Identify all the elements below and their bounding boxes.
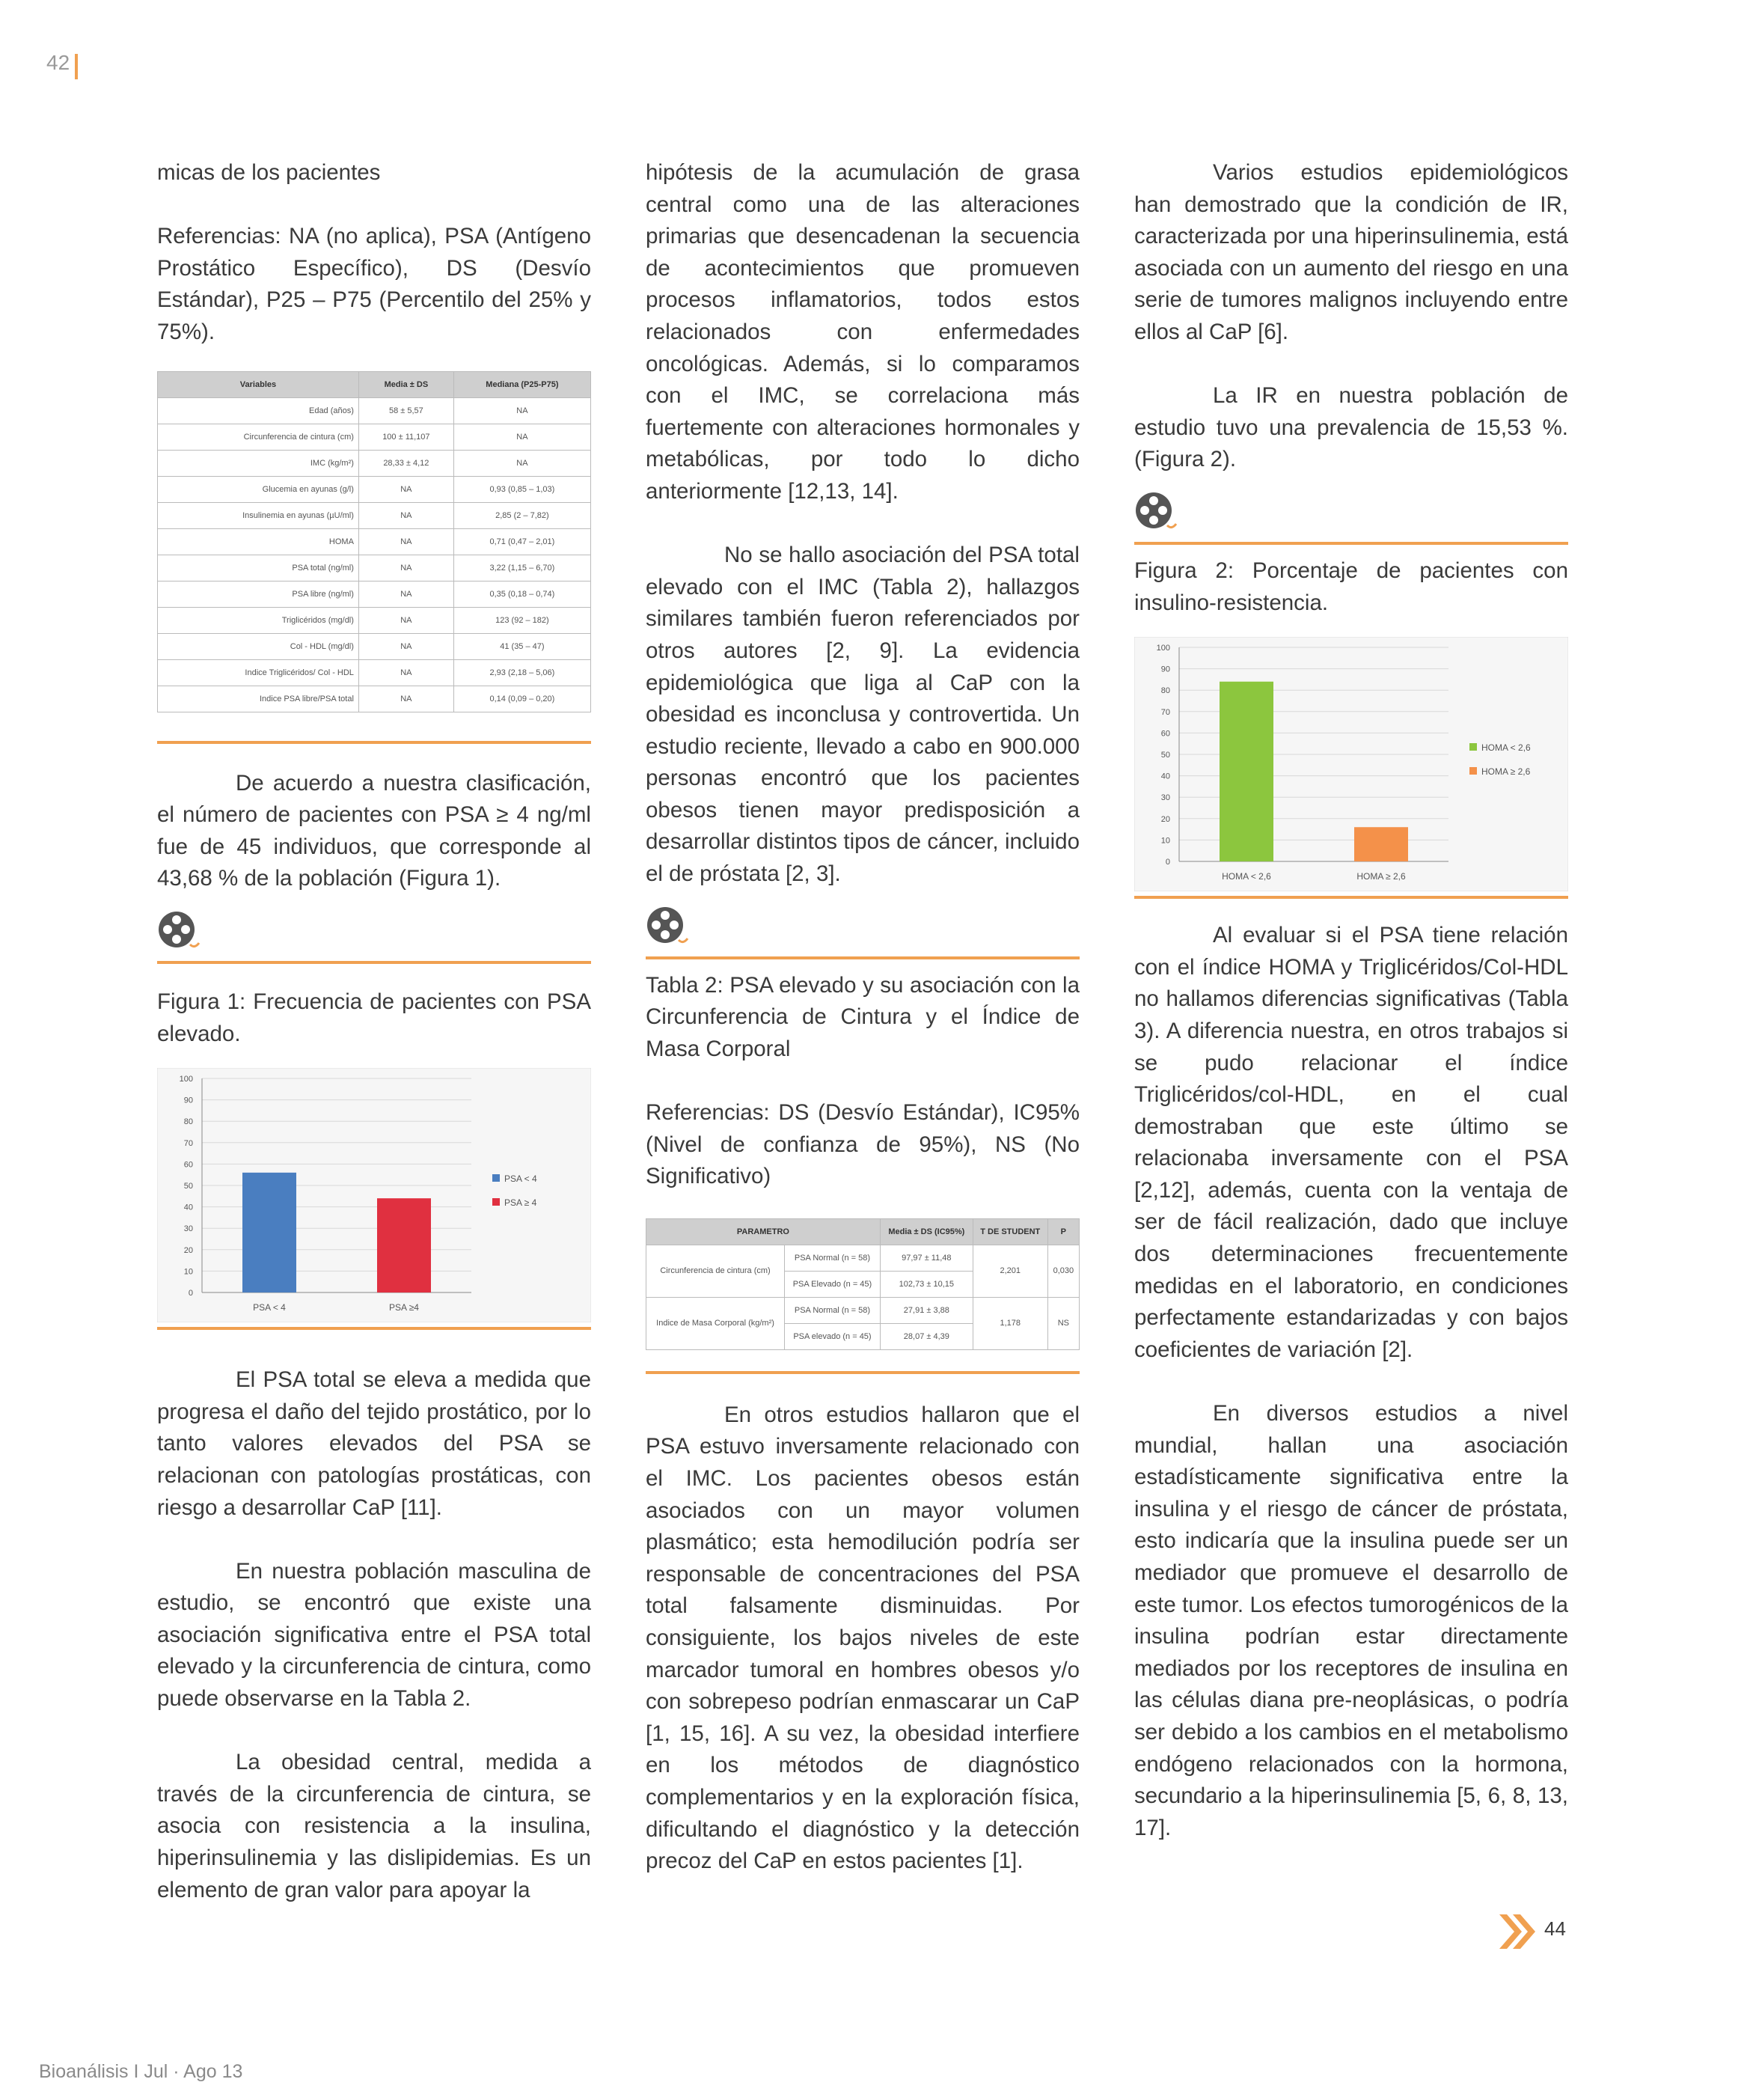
table-header-row <box>646 1218 1080 1245</box>
table-cell: NA <box>358 528 453 555</box>
y-tick-label: 0 <box>188 1289 193 1298</box>
film-reel-icon <box>646 906 689 949</box>
y-tick-label: 50 <box>183 1182 193 1191</box>
table-row <box>158 397 591 424</box>
figure-1-caption: Figura 1: Frecuencia de pacientes con PSA elevado. <box>157 989 591 1046</box>
table-cell: NA <box>358 476 453 502</box>
paragraph: Referencias: DS (Desvío Estándar), IC95% (Nivel de confianza de 95%), NS (No Significativo) <box>646 1100 1080 1189</box>
y-tick-label: 60 <box>183 1160 193 1170</box>
table-cell: NA <box>358 502 453 528</box>
paragraph: micas de los pacientes <box>157 160 381 185</box>
x-tick-label: HOMA < 2,6 <box>1222 871 1271 882</box>
table-cell: PSA elevado (n = 45) <box>785 1323 881 1349</box>
legend-swatch <box>1469 767 1477 775</box>
y-tick-label: 100 <box>179 1075 193 1084</box>
table-row <box>158 633 591 659</box>
table-cell: 123 (92 – 182) <box>453 607 590 633</box>
table-row <box>646 1245 1080 1271</box>
bar <box>242 1173 296 1292</box>
x-tick-label: HOMA ≥ 2,6 <box>1356 871 1406 882</box>
table-row <box>158 581 591 607</box>
next-page-number: 44 <box>1544 1917 1566 1940</box>
legend-swatch <box>1469 743 1477 751</box>
table-cell: NA <box>453 397 590 424</box>
table-cell: PSA Normal (n = 58) <box>785 1245 881 1271</box>
table-cell: Circunferencia de cintura (cm) <box>646 1245 785 1297</box>
x-tick-label: PSA < 4 <box>253 1302 286 1313</box>
y-tick-label: 100 <box>1156 644 1170 653</box>
table-row <box>158 476 591 502</box>
table-cell: 97,97 ± 11,48 <box>880 1245 973 1271</box>
table-cell: 100 ± 11,107 <box>358 424 453 450</box>
table-cell: Indice Triglicéridos/ Col - HDL <box>158 659 359 686</box>
table-cell: 0,93 (0,85 – 1,03) <box>453 476 590 502</box>
chart-background <box>157 1068 591 1322</box>
divider <box>157 961 591 964</box>
paragraph: En diversos estudios a nivel mundial, hallan una asociación estadísticamente significativa entre la insulina y el riesgo de cáncer de próstata, esto indicaría que la insulina puede ser un mediador que promueve el desarrollo de este tumor. Los efectos tumorogénicos de la insulina podrían estar directamente mediados por los receptores de insulina en las células diana pre-neoplásicas, o podría ser debido a los cambios en el metabolismo endógeno relacionados con la hormona, secundario a la hiperinsulinemia [5, 6, 8, 13, 17]. <box>1134 1401 1568 1840</box>
table-cell: 2,93 (2,18 – 5,06) <box>453 659 590 686</box>
divider <box>1134 542 1568 545</box>
table-row <box>158 528 591 555</box>
table-cell: NA <box>358 633 453 659</box>
table-cell: PSA Normal (n = 58) <box>785 1297 881 1323</box>
table-cell: NA <box>358 659 453 686</box>
y-tick-label: 80 <box>1160 686 1170 696</box>
y-tick-label: 70 <box>1160 707 1170 717</box>
table-cell: 2,85 (2 – 7,82) <box>453 502 590 528</box>
x-tick-label: PSA ≥4 <box>389 1302 419 1313</box>
legend-label: PSA < 4 <box>504 1173 537 1185</box>
table-row <box>158 555 591 581</box>
table-cell: IMC (kg/m²) <box>158 450 359 476</box>
paragraph: hipótesis de la acumulación de grasa central como una de las alteraciones primarias que desencadenan la secuencia de acontecimientos que promueven procesos inflamatorios, todos estos relacionados con enfermedades oncológicas. Además, si lo comparamos con el IMC, se correlaciona más fuertemente con alteraciones hormonales y metabólicas, por todo lo dicho anteriormente [12,13, 14]. <box>646 160 1080 504</box>
table-2 <box>646 1218 1080 1350</box>
table-cell: 102,73 ± 10,15 <box>880 1271 973 1297</box>
legend-label: HOMA < 2,6 <box>1481 742 1531 754</box>
table-row <box>158 450 591 476</box>
y-tick-label: 90 <box>183 1096 193 1105</box>
y-tick-label: 20 <box>183 1245 193 1255</box>
table-cell: NS <box>1047 1297 1079 1349</box>
legend-label: HOMA ≥ 2,6 <box>1481 766 1531 778</box>
table-cell: Circunferencia de cintura (cm) <box>158 424 359 450</box>
paragraph: En nuestra población masculina de estudio, se encontró que existe una asociación significativa entre el PSA total elevado y la circunferencia de cintura, como puede observarse en la Tabla 2. <box>157 1558 591 1712</box>
table-cell: 0,14 (0,09 – 0,20) <box>453 686 590 712</box>
page-number-accent <box>75 54 78 79</box>
table-header-row <box>158 371 591 397</box>
legend-swatch <box>492 1198 500 1206</box>
y-tick-label: 40 <box>183 1203 193 1212</box>
table-header-cell: Media ± DS <box>358 371 453 397</box>
table-header-cell: T DE STUDENT <box>973 1218 1047 1245</box>
figure-2-chart <box>1134 637 1568 891</box>
legend-label: PSA ≥ 4 <box>504 1197 537 1209</box>
paragraph: La obesidad central, medida a través de la circunferencia de cintura, se asocia con resistencia a la insulina, hiperinsulinemia y las dislipidemias. Es un elemento de gran valor para apoyar la <box>157 1750 591 1902</box>
column-1 <box>157 157 591 1938</box>
table-header-cell: Media ± DS (IC95%) <box>880 1218 973 1245</box>
y-tick-label: 70 <box>183 1138 193 1148</box>
table-cell: 28,33 ± 4,12 <box>358 450 453 476</box>
table-cell: 1,178 <box>973 1297 1047 1349</box>
journal-footer: Bioanálisis I Jul · Ago 13 <box>39 2061 243 2082</box>
chart-background <box>1134 637 1568 891</box>
table-cell: NA <box>453 424 590 450</box>
table-cell: Triglicéridos (mg/dl) <box>158 607 359 633</box>
table-cell: Insulinemia en ayunas (µU/ml) <box>158 502 359 528</box>
y-tick-label: 90 <box>1160 665 1170 674</box>
y-tick-label: 0 <box>1165 858 1170 867</box>
y-tick-label: 80 <box>183 1117 193 1127</box>
y-tick-label: 40 <box>1160 772 1170 781</box>
table-2-caption: Tabla 2: PSA elevado y su asociación con la Circunferencia de Cintura y el Índice de Masa Corporal <box>646 972 1080 1061</box>
divider <box>157 741 591 744</box>
bar <box>1220 682 1273 861</box>
paragraph: El PSA total se eleva a medida que progresa el daño del tejido prostático, por lo tanto valores elevados del PSA se relacionan con patologías prostáticas, con riesgo a desarrollar CaP [11]. <box>157 1367 591 1520</box>
table-cell: 2,201 <box>973 1245 1047 1297</box>
next-page-arrow-icon <box>1496 1910 1540 1953</box>
paragraph: Al evaluar si el PSA tiene relación con el índice HOMA y Triglicéridos/Col-HDL no hallamos diferencias significativas (Tabla 3). A diferencia nuestra, en otros trabajos si se pudo relacionar el índice Triglicéridos/col-HDL, en el cual demostraban que este último se relacionaba inversamente con el PSA [2,12], además, cuenta con la ventaja de ser de fácil realización, dado que incluye dos determinaciones frecuentemente medidas en el laboratorio, en condiciones perfectamente estandarizadas y con bajos coeficientes de variación [2]. <box>1134 923 1568 1362</box>
table-row <box>158 686 591 712</box>
paragraph: La IR en nuestra población de estudio tuvo una prevalencia de 15,53 %. (Figura 2). <box>1134 383 1568 472</box>
page-number: 42 <box>46 51 70 74</box>
table-row <box>158 424 591 450</box>
table-cell: 27,91 ± 3,88 <box>880 1297 973 1323</box>
y-tick-label: 10 <box>1160 836 1170 846</box>
table-header-cell: P <box>1047 1218 1079 1245</box>
table-cell: PSA libre (ng/ml) <box>158 581 359 607</box>
table-cell: NA <box>358 686 453 712</box>
film-reel-icon <box>1134 491 1178 534</box>
table-row <box>158 502 591 528</box>
figure-2-caption: Figura 2: Porcentaje de pacientes con insulino-resistencia. <box>1134 558 1568 615</box>
table-row <box>158 659 591 686</box>
y-tick-label: 30 <box>1160 793 1170 803</box>
table-cell: Glucemia en ayunas (g/l) <box>158 476 359 502</box>
y-tick-label: 60 <box>1160 729 1170 739</box>
divider <box>646 956 1080 959</box>
y-tick-label: 50 <box>1160 751 1170 760</box>
figure-1-chart <box>157 1068 591 1322</box>
film-reel-icon <box>157 910 201 953</box>
table-row <box>646 1297 1080 1323</box>
divider <box>1134 896 1568 899</box>
table-row <box>158 607 591 633</box>
table-cell: 0,35 (0,18 – 0,74) <box>453 581 590 607</box>
divider <box>157 1327 591 1330</box>
table-cell: Edad (años) <box>158 397 359 424</box>
column-3 <box>1134 157 1568 1876</box>
table-cell: 41 (35 – 47) <box>453 633 590 659</box>
table-header-cell: PARAMETRO <box>646 1218 881 1245</box>
table-cell: Indice PSA libre/PSA total <box>158 686 359 712</box>
table-cell: 28,07 ± 4,39 <box>880 1323 973 1349</box>
legend-swatch <box>492 1174 500 1182</box>
table-1 <box>157 371 591 712</box>
paragraph: En otros estudios hallaron que el PSA estuvo inversamente relacionado con el IMC. Los pacientes obesos están asociados con un mayor volumen plasmático; esta hemodilución podría ser responsable de concentraciones del PSA total falsamente disminuidas. Por consiguiente, los bajos niveles de este marcador tumoral en hombres obesos y/o con sobrepeso podrían enmascarar un CaP [1, 15, 16]. A su vez, la obesidad interfiere en los métodos de diagnóstico complementarios y en la exploración física, dificultando el diagnóstico y la detección precoz del CaP en estos pacientes [1]. <box>646 1402 1080 1874</box>
table-header-cell: Mediana (P25-P75) <box>453 371 590 397</box>
table-cell: Col - HDL (mg/dl) <box>158 633 359 659</box>
table-cell: HOMA <box>158 528 359 555</box>
column-2 <box>646 157 1080 1909</box>
table-cell: NA <box>358 555 453 581</box>
table-cell: PSA Elevado (n = 45) <box>785 1271 881 1297</box>
table-cell: NA <box>358 607 453 633</box>
paragraph: Referencias: NA (no aplica), PSA (Antígeno Prostático Específico), DS (Desvío Estándar), P25 – P75 (Percentilo del 25% y 75%). <box>157 224 591 344</box>
table-cell: Indice de Masa Corporal (kg/m²) <box>646 1297 785 1349</box>
paragraph: Varios estudios epidemiológicos han demostrado que la condición de IR, caracterizada por una hiperinsulinemia, está asociada con un aumento del riesgo en una serie de tumores malignos incluyendo entre ellos al CaP [6]. <box>1134 160 1568 344</box>
y-tick-label: 30 <box>183 1224 193 1234</box>
table-cell: 58 ± 5,57 <box>358 397 453 424</box>
table-cell: 0,71 (0,47 – 2,01) <box>453 528 590 555</box>
paragraph: De acuerdo a nuestra clasificación, el número de pacientes con PSA ≥ 4 ng/ml fue de 45 individuos, que corresponde al 43,68 % de la población (Figura 1). <box>157 770 591 891</box>
paragraph: No se hallo asociación del PSA total elevado con el IMC (Tabla 2), hallazgos similares también fueron referenciados por otros autores [2, 9]. La evidencia epidemiológica que liga al CaP con la obesidad es inconclusa y controvertida. Un estudio reciente, llevado a cabo en 900.000 personas encontró que los pacientes obesos tienen mayor predisposición a desarrollar distintos tipos de cáncer, incluido el de próstata [2, 3]. <box>646 543 1080 887</box>
table-header-cell: Variables <box>158 371 359 397</box>
divider <box>646 1371 1080 1374</box>
bar <box>377 1198 431 1292</box>
table-cell: NA <box>358 581 453 607</box>
table-cell: PSA total (ng/ml) <box>158 555 359 581</box>
bar <box>1354 827 1408 861</box>
y-tick-label: 10 <box>183 1267 193 1277</box>
table-cell: 0,030 <box>1047 1245 1079 1297</box>
y-tick-label: 20 <box>1160 814 1170 824</box>
table-cell: NA <box>453 450 590 476</box>
table-cell: 3,22 (1,15 – 6,70) <box>453 555 590 581</box>
